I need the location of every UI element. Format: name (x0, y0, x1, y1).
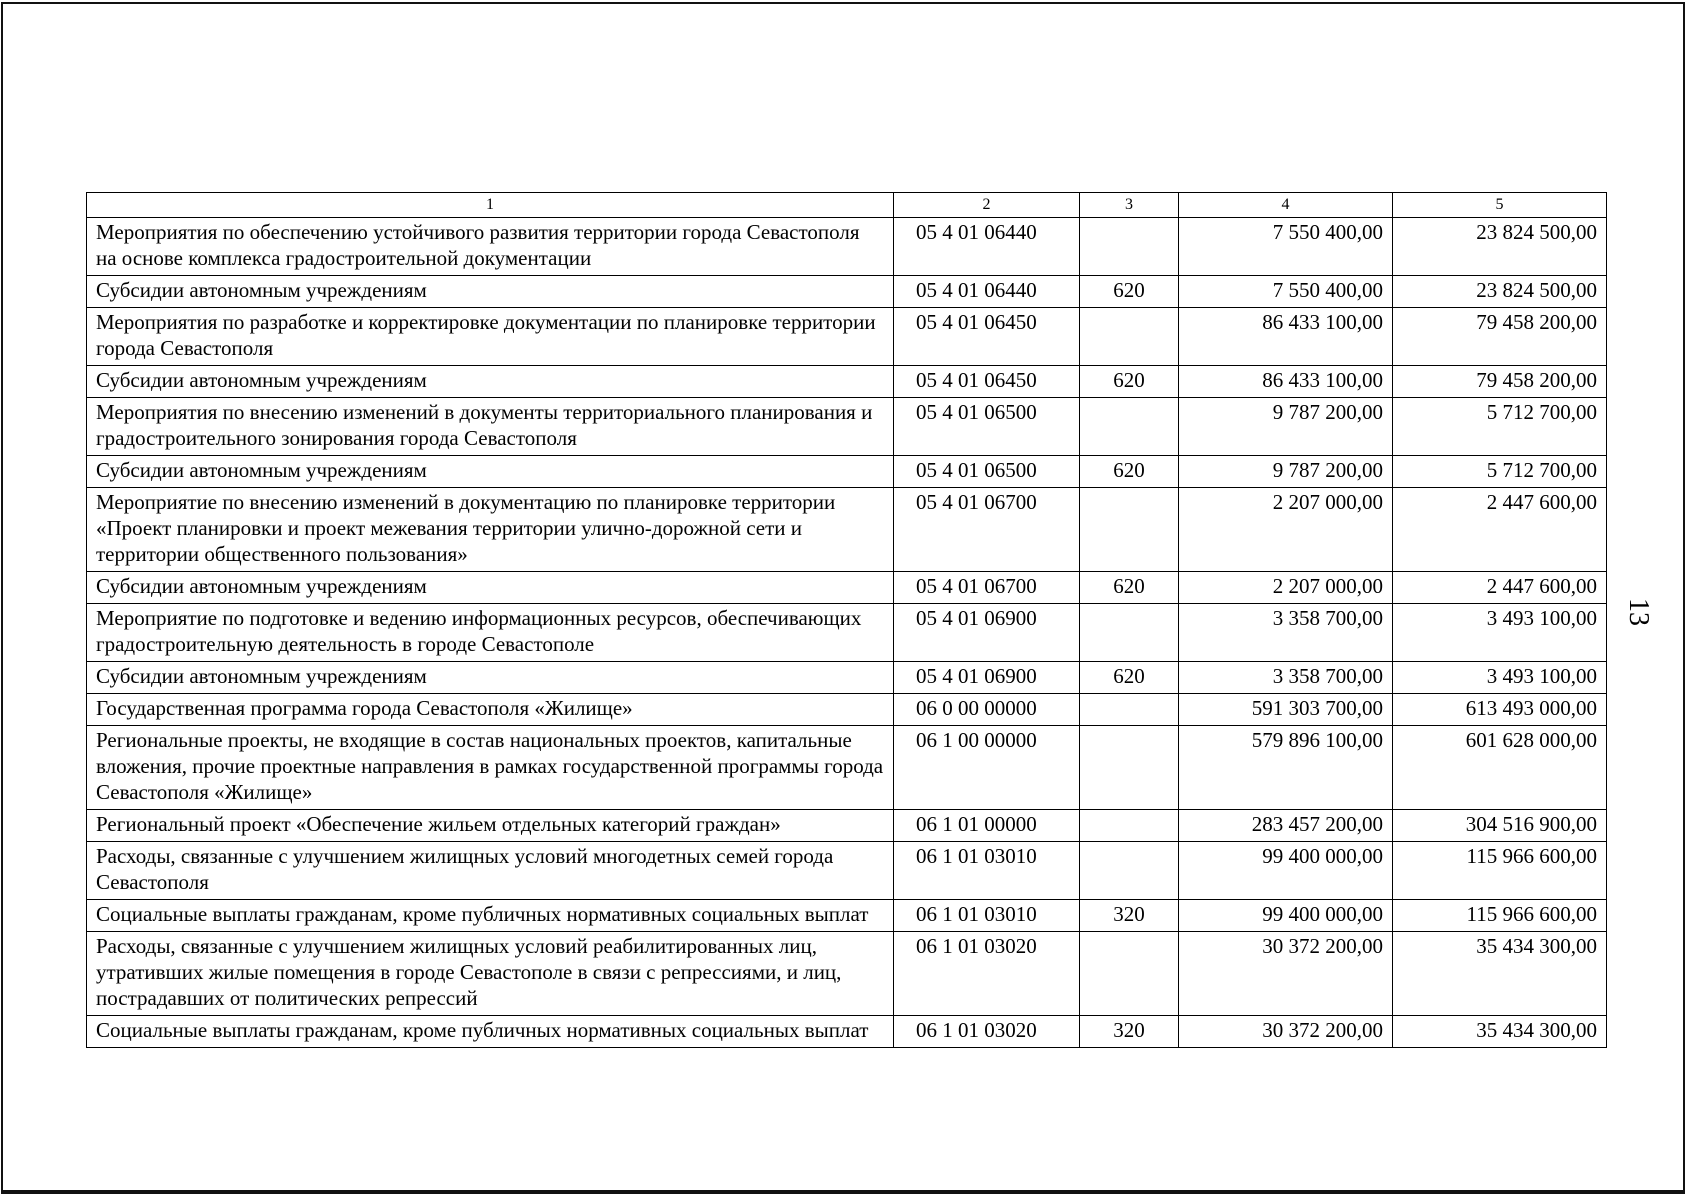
row-expense-type (1080, 726, 1179, 810)
table-row (87, 398, 1607, 456)
row-name: Расходы, связанные с улучшением жилищных условий многодетных семей города Севастополя (87, 842, 894, 900)
row-amount-col-4: 7 550 400,00 (1179, 218, 1393, 276)
row-amount-col-4: 86 433 100,00 (1179, 308, 1393, 366)
row-code: 06 1 01 03020 (894, 1016, 1080, 1048)
table-row (87, 218, 1607, 276)
table-row (87, 932, 1607, 1016)
row-expense-type (1080, 218, 1179, 276)
row-expense-type: 620 (1080, 456, 1179, 488)
row-amount-col-5: 35 434 300,00 (1393, 932, 1607, 1016)
row-name: Государственная программа города Севастополя «Жилище» (87, 694, 894, 726)
header-col-5: 5 (1393, 193, 1607, 218)
row-amount-col-5: 3 493 100,00 (1393, 662, 1607, 694)
row-amount-col-4: 99 400 000,00 (1179, 842, 1393, 900)
row-code: 05 4 01 06450 (894, 366, 1080, 398)
row-name: Субсидии автономным учреждениям (87, 276, 894, 308)
row-amount-col-5: 601 628 000,00 (1393, 726, 1607, 810)
row-code: 06 1 01 03010 (894, 842, 1080, 900)
row-name: Субсидии автономным учреждениям (87, 662, 894, 694)
table-row (87, 662, 1607, 694)
header-col-3: 3 (1080, 193, 1179, 218)
table-row (87, 1016, 1607, 1048)
row-expense-type: 320 (1080, 1016, 1179, 1048)
header-col-2: 2 (894, 193, 1080, 218)
row-name: Мероприятия по разработке и корректировке документации по планировке территории города Севастополя (87, 308, 894, 366)
table-row (87, 726, 1607, 810)
row-expense-type: 320 (1080, 900, 1179, 932)
row-name: Субсидии автономным учреждениям (87, 572, 894, 604)
header-col-4: 4 (1179, 193, 1393, 218)
row-amount-col-4: 9 787 200,00 (1179, 456, 1393, 488)
row-code: 05 4 01 06700 (894, 572, 1080, 604)
row-name: Социальные выплаты гражданам, кроме публичных нормативных социальных выплат (87, 1016, 894, 1048)
row-code: 06 0 00 00000 (894, 694, 1080, 726)
row-expense-type: 620 (1080, 276, 1179, 308)
table-row (87, 900, 1607, 932)
row-code: 05 4 01 06500 (894, 456, 1080, 488)
row-amount-col-5: 5 712 700,00 (1393, 398, 1607, 456)
row-amount-col-5: 79 458 200,00 (1393, 308, 1607, 366)
table-row (87, 488, 1607, 572)
row-expense-type (1080, 694, 1179, 726)
row-code: 05 4 01 06900 (894, 604, 1080, 662)
row-code: 06 1 01 03010 (894, 900, 1080, 932)
row-amount-col-4: 99 400 000,00 (1179, 900, 1393, 932)
table-row (87, 842, 1607, 900)
row-amount-col-4: 30 372 200,00 (1179, 1016, 1393, 1048)
table-row (87, 604, 1607, 662)
row-amount-col-5: 5 712 700,00 (1393, 456, 1607, 488)
row-amount-col-5: 79 458 200,00 (1393, 366, 1607, 398)
row-name: Региональный проект «Обеспечение жильем отдельных категорий граждан» (87, 810, 894, 842)
row-name: Региональные проекты, не входящие в состав национальных проектов, капитальные вложения, прочие проектные направления в рамках государственной программы города Севастополя «Жилище» (87, 726, 894, 810)
row-expense-type: 620 (1080, 662, 1179, 694)
row-name: Мероприятия по внесению изменений в документы территориального планирования и градостроительного зонирования города Севастополя (87, 398, 894, 456)
row-expense-type (1080, 604, 1179, 662)
row-amount-col-5: 115 966 600,00 (1393, 842, 1607, 900)
row-name: Мероприятие по внесению изменений в документацию по планировке территории «Проект планировки и проект межевания территории улично-дорожной сети и территории общественного пользования» (87, 488, 894, 572)
row-expense-type (1080, 488, 1179, 572)
row-amount-col-5: 304 516 900,00 (1393, 810, 1607, 842)
row-amount-col-4: 9 787 200,00 (1179, 398, 1393, 456)
row-code: 05 4 01 06450 (894, 308, 1080, 366)
row-amount-col-4: 591 303 700,00 (1179, 694, 1393, 726)
row-expense-type: 620 (1080, 366, 1179, 398)
row-code: 06 1 00 00000 (894, 726, 1080, 810)
row-amount-col-5: 115 966 600,00 (1393, 900, 1607, 932)
budget-table (86, 192, 1607, 1048)
table-row (87, 572, 1607, 604)
row-expense-type (1080, 810, 1179, 842)
row-code: 05 4 01 06500 (894, 398, 1080, 456)
row-code: 05 4 01 06900 (894, 662, 1080, 694)
table-row (87, 694, 1607, 726)
row-amount-col-4: 3 358 700,00 (1179, 604, 1393, 662)
row-code: 06 1 01 00000 (894, 810, 1080, 842)
header-col-1: 1 (87, 193, 894, 218)
table-row (87, 366, 1607, 398)
row-amount-col-4: 7 550 400,00 (1179, 276, 1393, 308)
table-header-row (87, 193, 1607, 218)
row-name: Субсидии автономным учреждениям (87, 366, 894, 398)
row-amount-col-5: 23 824 500,00 (1393, 276, 1607, 308)
row-amount-col-4: 30 372 200,00 (1179, 932, 1393, 1016)
row-code: 05 4 01 06440 (894, 218, 1080, 276)
row-name: Социальные выплаты гражданам, кроме публичных нормативных социальных выплат (87, 900, 894, 932)
row-expense-type: 620 (1080, 572, 1179, 604)
row-name: Расходы, связанные с улучшением жилищных условий реабилитированных лиц, утративших жилые помещения в городе Севастополе в связи с репрессиями, и лиц, пострадавших от политических репрессий (87, 932, 894, 1016)
row-expense-type (1080, 842, 1179, 900)
table-row (87, 276, 1607, 308)
row-code: 05 4 01 06700 (894, 488, 1080, 572)
row-amount-col-4: 2 207 000,00 (1179, 572, 1393, 604)
row-expense-type (1080, 308, 1179, 366)
table-row (87, 810, 1607, 842)
table-row (87, 308, 1607, 366)
row-amount-col-4: 2 207 000,00 (1179, 488, 1393, 572)
row-code: 05 4 01 06440 (894, 276, 1080, 308)
row-amount-col-5: 35 434 300,00 (1393, 1016, 1607, 1048)
row-amount-col-5: 2 447 600,00 (1393, 572, 1607, 604)
row-expense-type (1080, 398, 1179, 456)
row-amount-col-4: 3 358 700,00 (1179, 662, 1393, 694)
row-code: 06 1 01 03020 (894, 932, 1080, 1016)
row-amount-col-5: 3 493 100,00 (1393, 604, 1607, 662)
row-amount-col-5: 2 447 600,00 (1393, 488, 1607, 572)
page-number: 13 (1623, 598, 1654, 626)
row-name: Субсидии автономным учреждениям (87, 456, 894, 488)
table-row (87, 456, 1607, 488)
row-amount-col-5: 23 824 500,00 (1393, 218, 1607, 276)
row-amount-col-4: 86 433 100,00 (1179, 366, 1393, 398)
row-amount-col-4: 283 457 200,00 (1179, 810, 1393, 842)
row-name: Мероприятие по подготовке и ведению информационных ресурсов, обеспечивающих градостроительную деятельность в городе Севастополе (87, 604, 894, 662)
row-expense-type (1080, 932, 1179, 1016)
row-name: Мероприятия по обеспечению устойчивого развития территории города Севастополя на основе комплекса градостроительной документации (87, 218, 894, 276)
row-amount-col-4: 579 896 100,00 (1179, 726, 1393, 810)
row-amount-col-5: 613 493 000,00 (1393, 694, 1607, 726)
